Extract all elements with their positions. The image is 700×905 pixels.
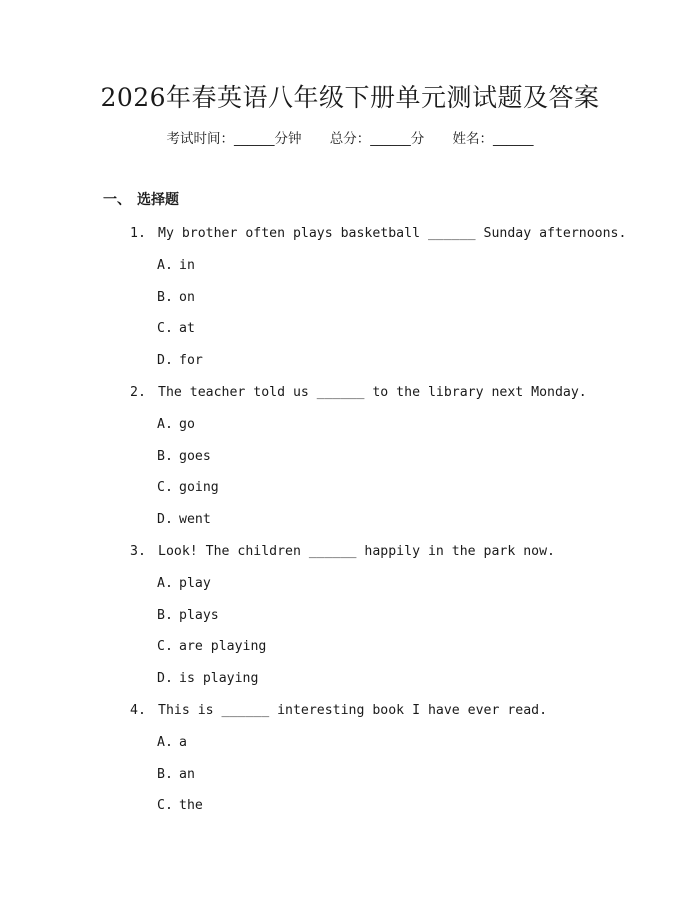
total-score-field: 总分：______分 <box>329 131 425 147</box>
option-text: the <box>179 798 203 814</box>
question <box>0 218 700 377</box>
option <box>0 504 700 536</box>
question-number: 4. <box>130 702 146 718</box>
option-letter: C. <box>157 321 173 337</box>
question-number: 3. <box>130 543 146 559</box>
option-text: plays <box>179 607 219 623</box>
question-stem <box>0 536 700 568</box>
section-number: 一、 <box>103 192 131 208</box>
question <box>0 536 700 695</box>
option-letter: B. <box>157 766 173 782</box>
option-text: goes <box>179 448 211 464</box>
option <box>0 472 700 504</box>
question <box>0 695 700 822</box>
question-number: 1. <box>130 226 146 241</box>
option <box>0 345 700 377</box>
option-letter: D. <box>157 353 173 369</box>
option <box>0 790 700 822</box>
option-text: an <box>179 766 195 782</box>
exam-info <box>0 129 700 149</box>
option-letter: A. <box>157 257 173 273</box>
option <box>0 313 700 345</box>
option-text: went <box>179 512 211 528</box>
option-text: go <box>179 416 195 432</box>
section-title: 选择题 <box>137 192 179 208</box>
question <box>0 377 700 536</box>
option-letter: A. <box>157 734 173 750</box>
option-letter: B. <box>157 448 173 464</box>
option <box>0 600 700 632</box>
question-stem <box>0 377 700 409</box>
option-text: are playing <box>179 639 267 655</box>
option-text: in <box>179 257 195 273</box>
option-letter: B. <box>157 607 173 623</box>
document-title: 2026年春英语八年级下册单元测试题及答案 <box>100 83 600 112</box>
option-letter: D. <box>157 512 173 528</box>
option-text: going <box>179 480 219 496</box>
option-letter: A. <box>157 416 173 432</box>
question-text: Look! The children ______ happily in the park now. <box>158 543 555 559</box>
option-letter: C. <box>157 639 173 655</box>
question-list <box>0 218 700 822</box>
option <box>0 250 700 282</box>
question-text: My brother often plays basketball ______ Sunday afternoons. <box>158 226 627 241</box>
option <box>0 441 700 473</box>
question-text: This is ______ interesting book I have ever read. <box>158 702 548 718</box>
option-letter: A. <box>157 575 173 591</box>
option-text: on <box>179 289 195 305</box>
option-text: is playing <box>179 671 259 687</box>
option <box>0 631 700 663</box>
exam-time-field: 考试时间：______分钟 <box>166 131 302 147</box>
question-number: 2. <box>130 384 146 400</box>
option-letter: D. <box>157 671 173 687</box>
option-text: play <box>179 575 211 591</box>
option-letter: B. <box>157 289 173 305</box>
option <box>0 568 700 600</box>
question-text: The teacher told us ______ to the library next Monday. <box>158 384 587 400</box>
option-letter: C. <box>157 798 173 814</box>
option <box>0 727 700 759</box>
option <box>0 409 700 441</box>
option-text: at <box>179 321 195 337</box>
option-text: for <box>179 353 203 369</box>
option-letter: C. <box>157 480 173 496</box>
question-stem <box>0 218 700 250</box>
name-field: 姓名：______ <box>452 131 534 147</box>
option-text: a <box>179 734 187 750</box>
question-stem <box>0 695 700 727</box>
option <box>0 759 700 791</box>
section-heading <box>103 190 179 210</box>
option <box>0 663 700 695</box>
option <box>0 282 700 314</box>
